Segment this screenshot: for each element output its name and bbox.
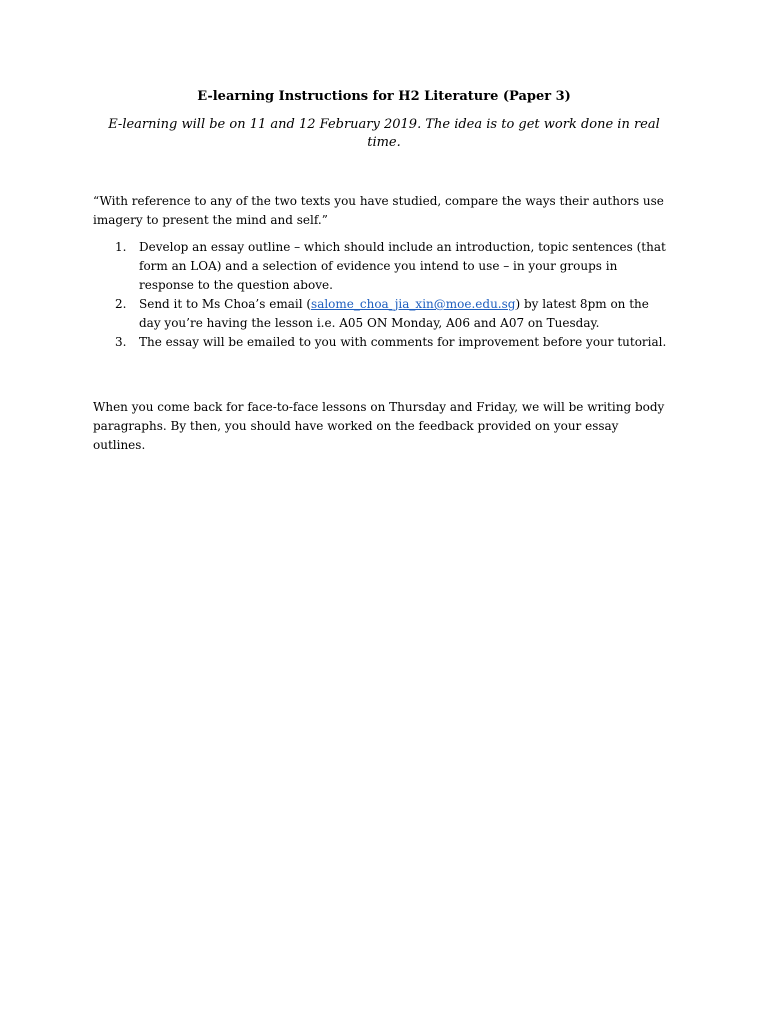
instruction-number: 1. (115, 240, 127, 254)
instruction-item-1 (93, 238, 673, 295)
instruction-text: The essay will be emailed to you with comments for improvement before your tutorial. (139, 335, 667, 349)
instruction-number: 2. (115, 297, 127, 311)
instruction-item-2 (93, 295, 673, 333)
instruction-text-after: ) by latest 8pm on the day you’re having the lesson i.e. A05 ON Monday, A06 and A07 on Tuesday. (139, 297, 649, 330)
email-link[interactable]: salome_choa_jia_xin@moe.edu.sg (311, 297, 516, 311)
document-title: E-learning Instructions for H2 Literature (Paper 3) (197, 89, 571, 104)
instruction-item-3 (93, 333, 673, 352)
document-subtitle: E-learning will be on 11 and 12 February 2019. The idea is to get work done in real time. (108, 117, 660, 150)
instruction-text: Develop an essay outline – which should include an introduction, topic sentences (that form an LOA) and a selection of evidence you intend to use – in your groups in response to the question above. (139, 240, 666, 292)
instruction-number: 3. (115, 335, 127, 349)
closing-paragraph: When you come back for face-to-face lessons on Thursday and Friday, we will be writing body paragraphs. By then, you should have worked on the feedback provided on your essay outlines. (93, 400, 665, 452)
instruction-text-before: Send it to Ms Choa’s email ( (139, 297, 312, 311)
instruction-list (93, 238, 673, 352)
essay-question: “With reference to any of the two texts you have studied, compare the ways their authors use imagery to present the mind and self.” (93, 194, 664, 227)
